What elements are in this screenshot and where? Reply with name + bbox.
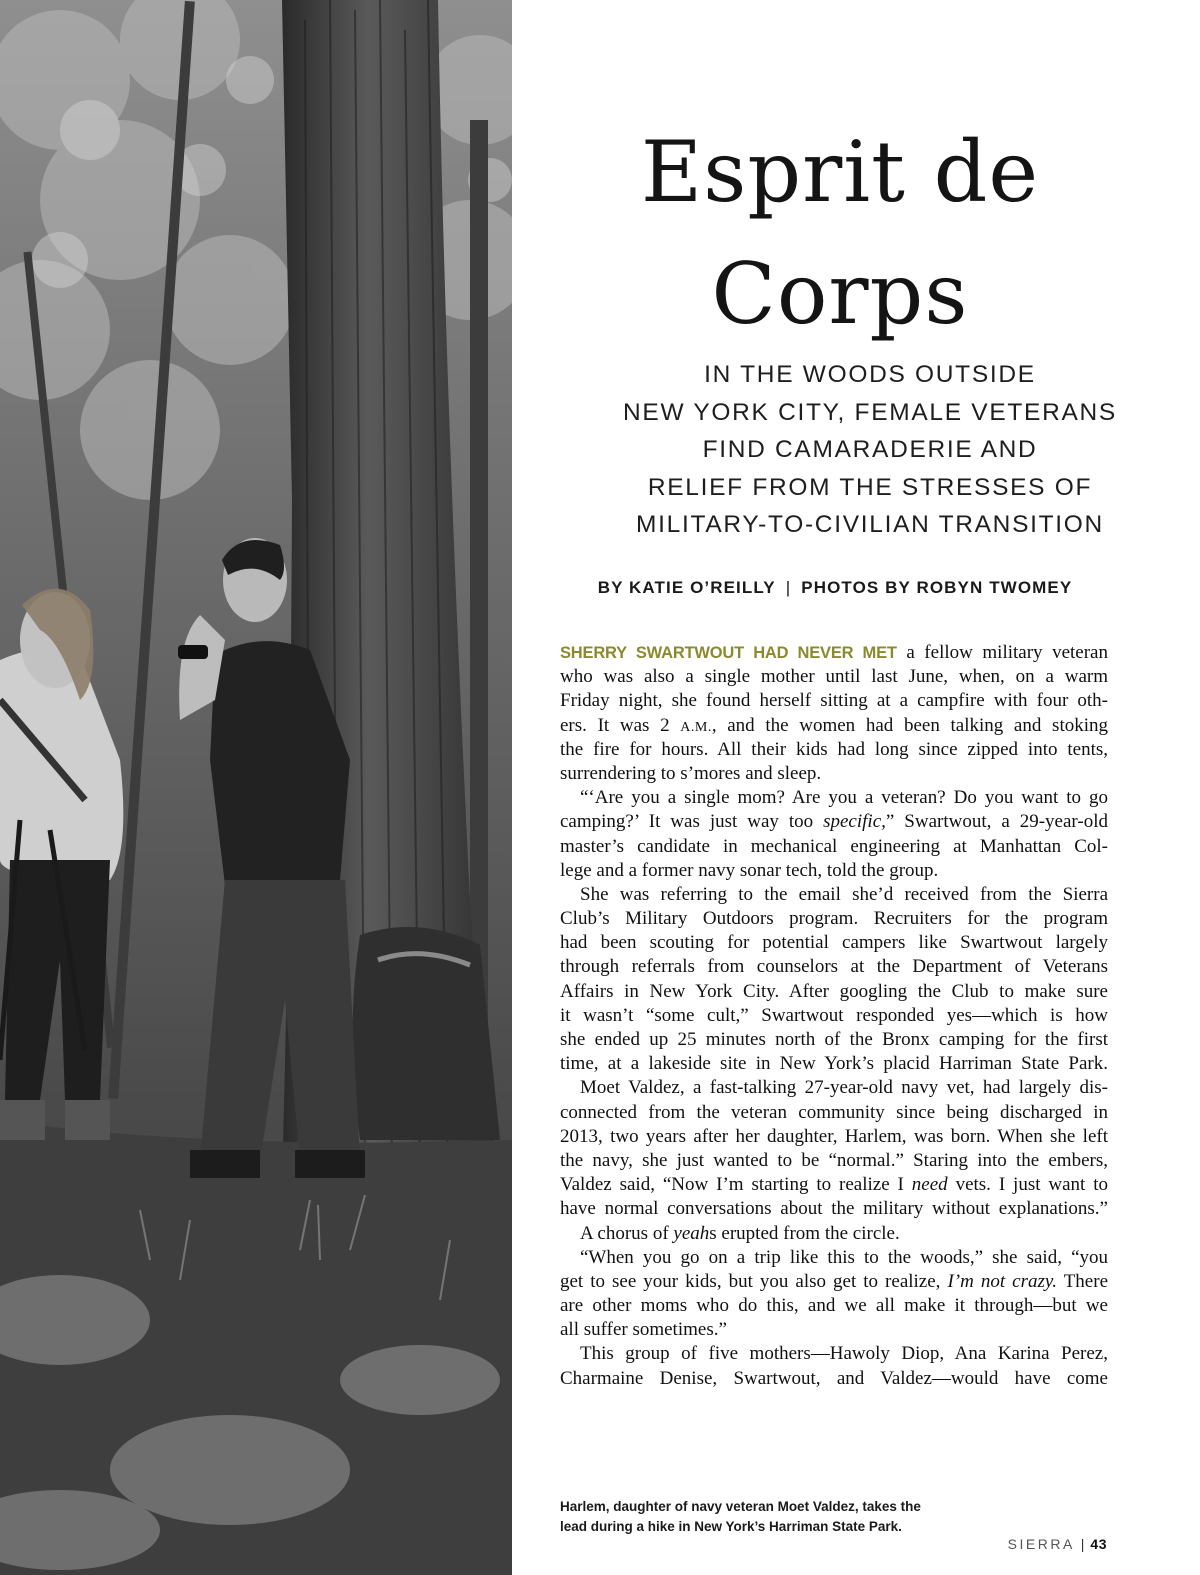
caption-line: Harlem, daughter of navy veteran Moet Valdez, takes the	[560, 1499, 921, 1514]
body-line: master’s candidate in mechanical engineering at Manhattan Col-	[560, 835, 1108, 857]
body-line: ers. It was 2 A.M., and the women had been talking and stoking	[560, 714, 1108, 736]
article-body	[560, 641, 1108, 1391]
body-line: the navy, she just wanted to be “normal.” Staring into the embers,	[560, 1149, 1108, 1171]
folio-separator: |	[1080, 1536, 1085, 1552]
body-line: Moet Valdez, a fast-talking 27-year-old navy vet, had largely dis-	[580, 1077, 1108, 1099]
body-line: the fire for hours. All their kids had long since zipped into tents,	[560, 738, 1108, 760]
body-line: A chorus of yeahs erupted from the circle.	[580, 1222, 900, 1244]
body-line: have normal conversations about the military without explanations.”	[560, 1198, 1108, 1220]
body-line: camping?’ It was just way too specific,” Swartwout, a 29-year-old	[560, 811, 1108, 833]
deck-line: NEW YORK CITY, FEMALE VETERANS	[623, 398, 1117, 426]
deck-line: RELIEF FROM THE STRESSES OF	[647, 473, 1093, 501]
page-number: 43	[1090, 1536, 1107, 1552]
body-line: Charmaine Denise, Swartwout, and Valdez—would have come	[560, 1367, 1108, 1389]
body-line: connected from the veteran community since being discharged in	[560, 1101, 1108, 1123]
title-line: Esprit de	[640, 123, 1040, 221]
body-line: Valdez said, “Now I’m starting to realize I need vets. I just want to	[560, 1174, 1108, 1196]
byline	[560, 578, 1110, 598]
deck-line: MILITARY-TO-CIVILIAN TRANSITION	[636, 511, 1104, 538]
body-line: This group of five mothers—Hawoly Diop, Ana Karina Perez,	[580, 1343, 1108, 1365]
body-line: “When you go on a trip like this to the woods,” she said, “you	[580, 1246, 1108, 1268]
body-line: 2013, two years after her daughter, Harlem, was born. When she left	[560, 1125, 1108, 1147]
article-photo	[0, 0, 512, 1575]
body-line: through referrals from counselors at the Department of Veterans	[560, 956, 1108, 978]
body-line: “‘Are you a single mom? Are you a veteran? Do you want to go	[580, 787, 1108, 809]
byline-photos: PHOTOS BY ROBYN TWOMEY	[801, 578, 1073, 597]
body-line: it wasn’t “some cult,” Swartwout responded yes—which is how	[560, 1004, 1108, 1026]
body-line: Club’s Military Outdoors program. Recruiters for the program	[560, 908, 1108, 930]
body-line: get to see your kids, but you also get to realize, I’m not crazy. There	[560, 1270, 1108, 1292]
body-line: Friday night, she found herself sitting at a campfire with four oth-	[560, 690, 1108, 712]
article-title	[540, 112, 1140, 356]
body-line: surrendering to s’mores and sleep.	[560, 762, 822, 784]
title-line: Corps	[711, 244, 969, 343]
body-line: She was referring to the email she’d received from the Sierra	[580, 883, 1108, 905]
page-folio	[1008, 1536, 1107, 1552]
byline-separator: |	[785, 578, 792, 597]
body-line: she ended up 25 minutes north of the Bronx camping for the first	[560, 1029, 1108, 1050]
lead-in: SHERRY SWARTWOUT HAD NEVER MET	[560, 644, 897, 662]
body-line: lege and a former navy sonar tech, told the group.	[560, 859, 939, 881]
body-line: who was also a single mother until last June, when, on a warm	[560, 666, 1108, 688]
deck-line: FIND CAMARADERIE AND	[702, 436, 1038, 463]
byline-author: BY KATIE O’REILLY	[597, 578, 776, 597]
deck-line: IN THE WOODS OUTSIDE	[704, 361, 1036, 388]
caption-line: lead during a hike in New York’s Harriman State Park.	[560, 1518, 902, 1534]
body-line: are other moms who do this, and we all make it through—but we	[560, 1295, 1108, 1317]
body-line: SHERRY SWARTWOUT HAD NEVER MET a fellow military veteran	[560, 642, 1108, 663]
body-line: time, at a lakeside site in New York’s placid Harriman State Park.	[560, 1053, 1108, 1075]
magazine-name: SIERRA	[1007, 1536, 1075, 1552]
body-line: all suffer sometimes.”	[560, 1319, 727, 1341]
body-line: had been scouting for potential campers like Swartwout largely	[560, 932, 1108, 954]
body-line: Affairs in New York City. After googling the Club to make sure	[560, 980, 1108, 1002]
article-deck	[540, 356, 1200, 544]
photo-caption	[560, 1497, 980, 1536]
